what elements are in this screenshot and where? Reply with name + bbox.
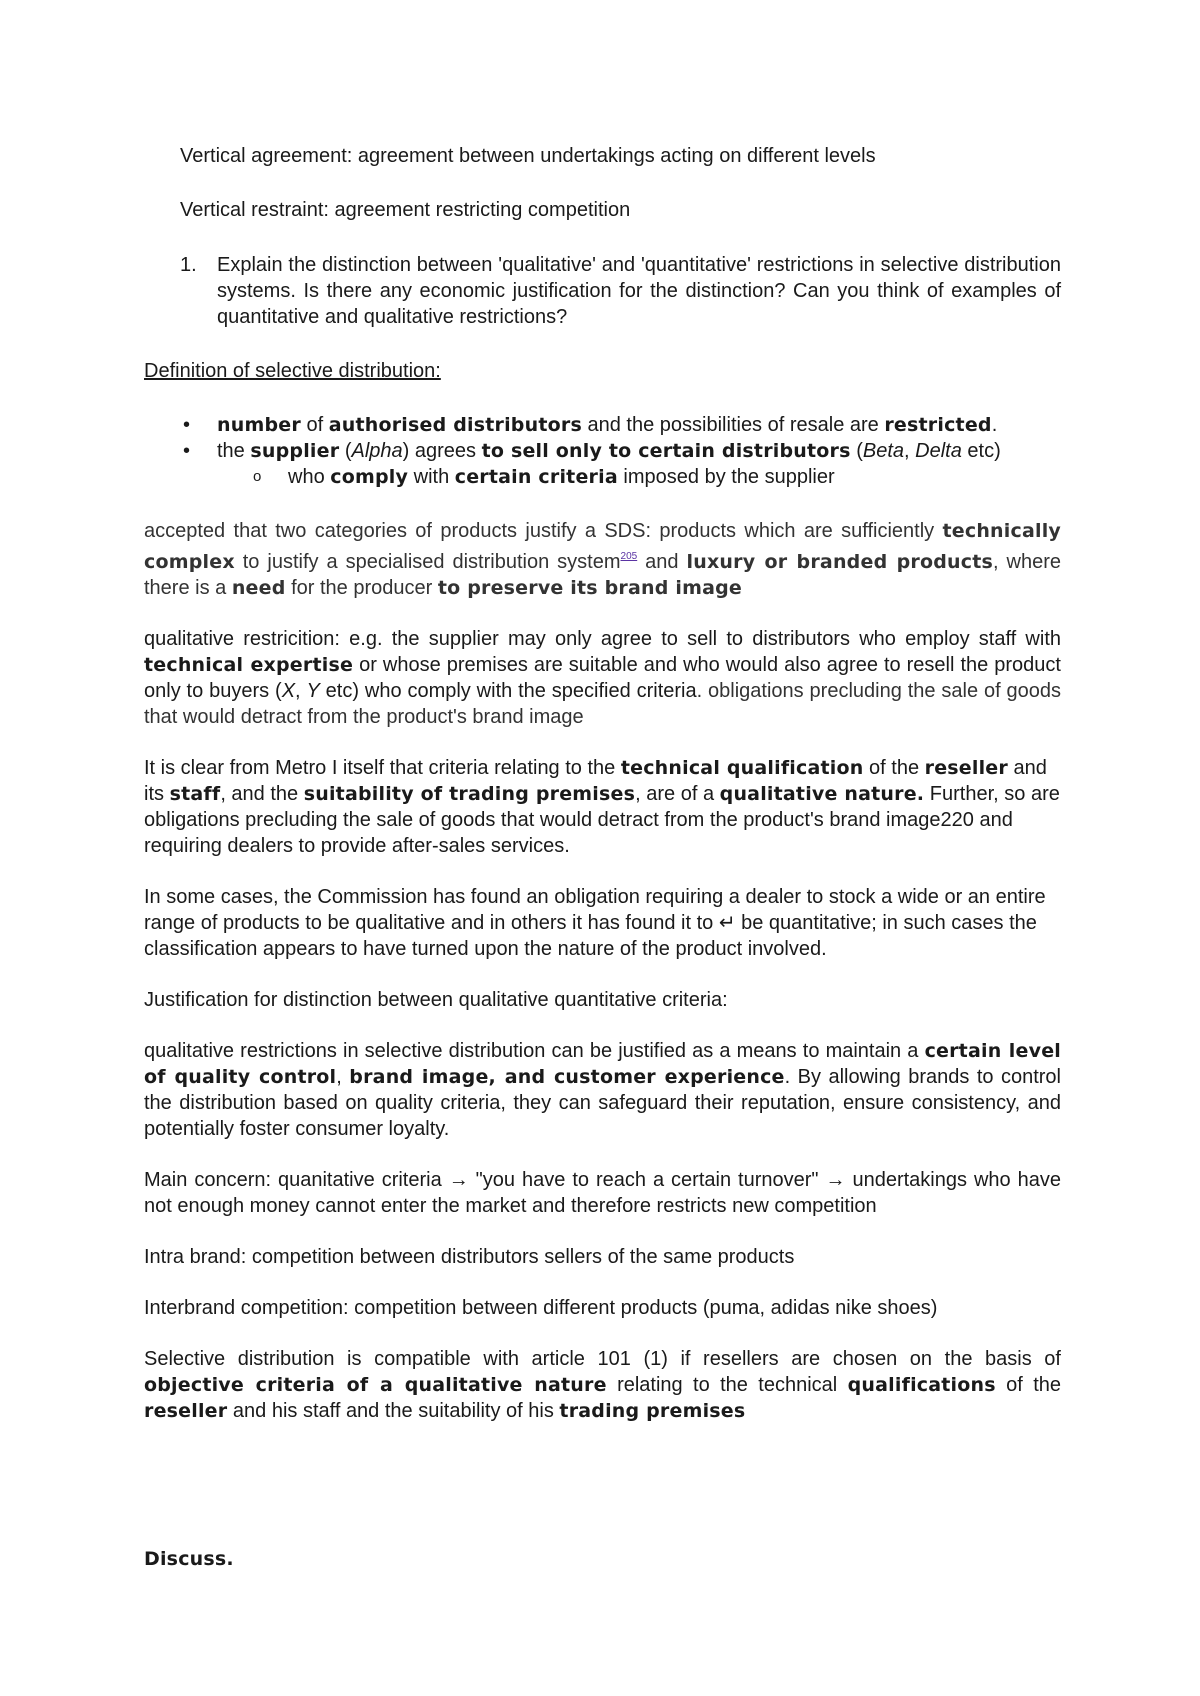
para-commission: In some cases, the Commission has found an obligation requiring a dealer to stock a wide or an entire range of products to be qualitative and in others it has found it to ↵ be quantitative; in such cases the classification appears to have turned upon the nature of the product involved. xyxy=(144,886,1046,960)
sub-bullet-comply: who comply with certain criteria imposed by the supplier xyxy=(288,466,835,488)
bullet-dot: • xyxy=(183,440,191,462)
body-text-flow xyxy=(144,518,1061,1449)
para-main-concern: Main concern: quanitative criteria → "you have to reach a certain turnover" → undertakings who have not enough money cannot enter the market and therefore restricts new competition xyxy=(144,1169,1061,1217)
footnote-link[interactable]: 205 xyxy=(620,551,638,562)
arrow-right-icon: → xyxy=(448,1169,469,1191)
definition-heading: Definition of selective distribution: xyxy=(144,360,441,382)
intra-brand-definition: Intra brand: competition between distributors sellers of the same products xyxy=(144,1246,795,1268)
vertical-agreement-definition: Vertical agreement: agreement between undertakings acting on different levels xyxy=(180,145,876,167)
bullet-dot: • xyxy=(183,414,191,436)
para-metro: It is clear from Metro I itself that criteria relating to the technical qualification of the reseller and its staff, and the suitability of trading premises, are of a qualitative nature. Further, so are obligations precluding the sale of goods that would detract from the product's brand image220 and requiring dealers to provide after-sales services. xyxy=(144,757,1060,857)
bullet-supplier-agrees: the supplier (Alpha) agrees to sell only to certain distributors (Beta, Delta etc) xyxy=(217,440,1001,462)
question-text: Explain the distinction between 'qualitative' and 'quantitative' restrictions in selective distribution systems. Is there any economic justification for the distinction? Can you think of examples of quantitative and qualitative restrictions? xyxy=(217,254,1061,328)
question-number: 1. xyxy=(180,254,197,276)
justification-heading: Justification for distinction between qualitative quantitative criteria: xyxy=(144,989,728,1011)
para-accepted-categories: accepted that two categories of products justify a SDS: products which are sufficiently technically complex to justify a specialised distribution system$^{205}$ and luxury or branded products, where there is a need for the producer to preserve its brand image xyxy=(144,520,1061,599)
vertical-restraint-definition: Vertical restraint: agreement restricting competition xyxy=(180,199,631,221)
arrow-right-icon: → xyxy=(825,1169,846,1191)
para-article-101: Selective distribution is compatible with article 101 (1) if resellers are chosen on the basis of objective criteria of a qualitative nature relating to the technical qualifications of the reseller and his staff and the suitability of his trading premises xyxy=(144,1348,1061,1422)
para-qualitative-restriction: qualitative restricition: e.g. the supplier may only agree to sell to distributors who employ staff with technical expertise or whose premises are suitable and who would also agree to resell the product only to buyers (X, Y etc) who comply with the specified criteria. obligations precluding the sale of goods that would detract from the product's brand image xyxy=(144,628,1061,728)
bullet-number-of-distributors: number of authorised distributors and the possibilities of resale are restricted. xyxy=(217,414,998,436)
interbrand-definition: Interbrand competition: competition between different products (puma, adidas nike shoes) xyxy=(144,1297,938,1319)
sub-bullet-marker: o xyxy=(253,468,262,485)
discuss-heading: Discuss. xyxy=(144,1548,234,1570)
para-justified: qualitative restrictions in selective distribution can be justified as a means to maintain a certain level of quality control, brand image, and customer experience. By allowing brands to control the distribution based on quality criteria, they can safeguard their reputation, ensure consistency, and potentially foster consumer loyalty. xyxy=(144,1040,1061,1140)
